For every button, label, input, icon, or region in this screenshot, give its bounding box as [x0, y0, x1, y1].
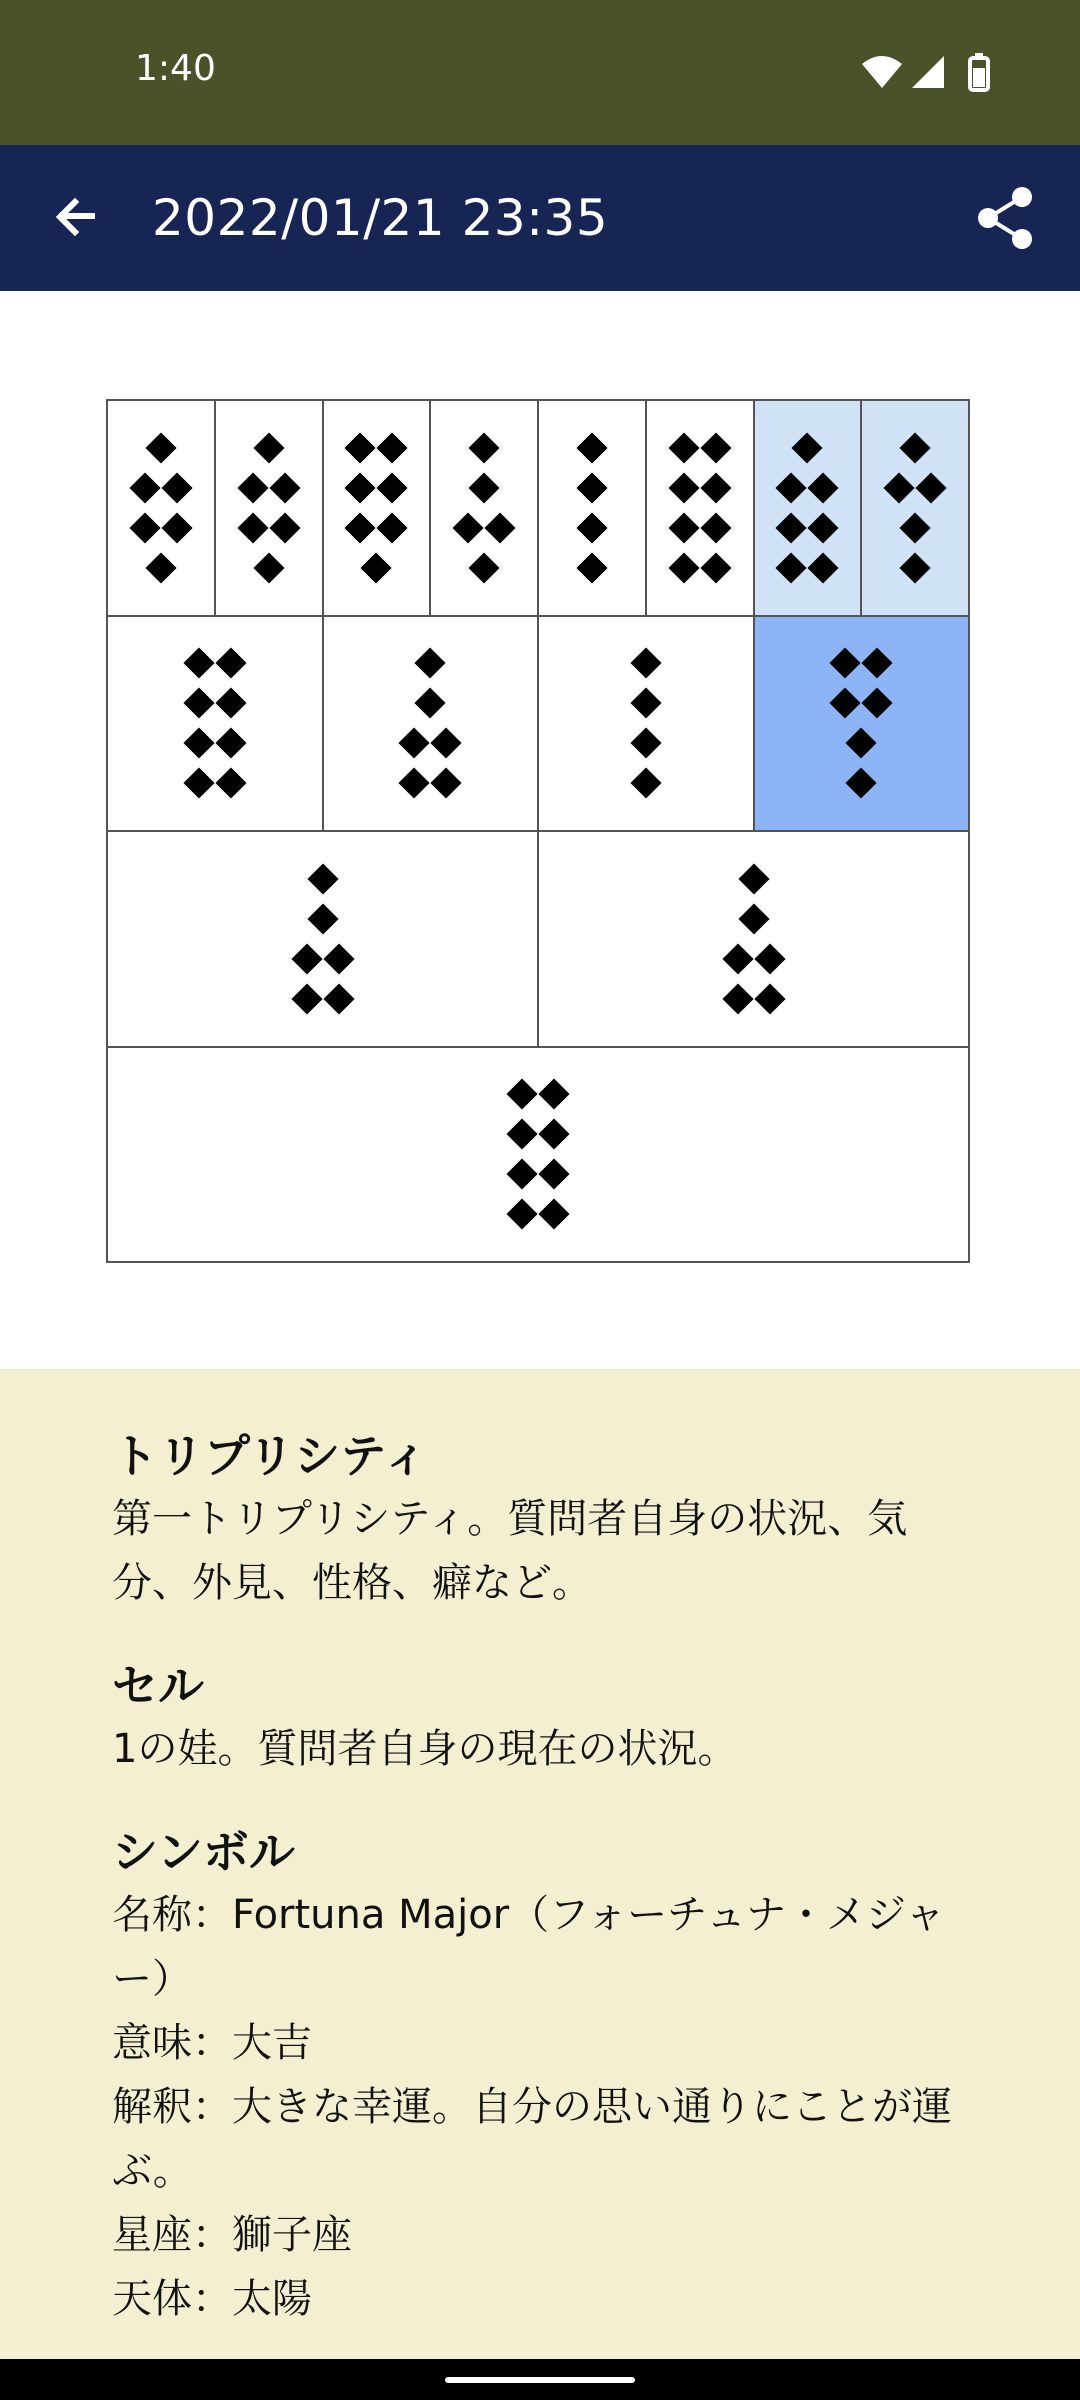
diamond-dot [668, 512, 699, 543]
diamond-dot [808, 472, 839, 503]
chart-cell[interactable] [322, 399, 432, 617]
geomancy-chart [106, 399, 968, 1261]
geomantic-figure [346, 428, 406, 588]
chart-cell[interactable] [753, 399, 863, 617]
figure-line [562, 508, 622, 548]
diamond-dot [792, 432, 823, 463]
diamond-dot [161, 512, 192, 543]
diamond-dot [469, 552, 500, 583]
chart-cell[interactable] [429, 399, 539, 617]
figure-line [400, 643, 460, 683]
chart-cell[interactable] [537, 615, 755, 833]
diamond-dot [377, 512, 408, 543]
share-icon [970, 183, 1040, 253]
figure-line [670, 428, 730, 468]
figure-line [508, 1194, 568, 1234]
figure-line [346, 468, 406, 508]
diamond-dot [145, 432, 176, 463]
home-handle[interactable] [445, 2377, 635, 2383]
cell-text: 1の娃。質問者自身の現在の状況。 [112, 1726, 738, 1772]
diamond-dot [506, 1119, 537, 1150]
figure-line [400, 723, 460, 763]
diamond-dot [323, 983, 354, 1014]
chart-cell[interactable] [860, 399, 970, 617]
info-panel [0, 1369, 1080, 2359]
diamond-dot [722, 943, 753, 974]
diamond-dot [269, 472, 300, 503]
diamond-dot [415, 688, 446, 719]
diamond-dot [291, 943, 322, 974]
figure-line [777, 508, 837, 548]
diamond-dot [846, 728, 877, 759]
diamond-dot [215, 688, 246, 719]
cell-heading: セル [112, 1659, 204, 1713]
geomantic-figure [670, 428, 730, 588]
diamond-dot [538, 1199, 569, 1230]
diamond-dot [145, 552, 176, 583]
figure-line [670, 508, 730, 548]
triplicity-text: 第一トリプリシティ。質問者自身の状況、気分、外見、性格、癖など。 [112, 1496, 908, 1606]
figure-line [885, 508, 945, 548]
status-icons [860, 52, 1010, 92]
symbol-name: 名称：Fortuna Major（フォーチュナ・メジャー） [112, 1892, 946, 2002]
chart-cell[interactable] [106, 615, 324, 833]
diamond-dot [506, 1159, 537, 1190]
figure-line [670, 548, 730, 588]
figure-line [239, 508, 299, 548]
figure-line [131, 548, 191, 588]
geomantic-figure [831, 643, 891, 803]
triplicity-section [112, 1425, 972, 1615]
figure-line [562, 468, 622, 508]
figure-line [131, 428, 191, 468]
figure-line [885, 428, 945, 468]
page-title: 2022/01/21 23:35 [152, 189, 609, 247]
diamond-dot [630, 648, 661, 679]
diamond-dot [485, 512, 516, 543]
figure-line [724, 899, 784, 939]
figure-line [562, 428, 622, 468]
diamond-dot [345, 512, 376, 543]
figure-line [346, 508, 406, 548]
diamond-dot [431, 728, 462, 759]
diamond-dot [754, 983, 785, 1014]
symbol-meaning: 意味：大吉 [112, 2020, 312, 2066]
diamond-dot [630, 768, 661, 799]
diamond-dot [776, 512, 807, 543]
figure-line [777, 428, 837, 468]
chart-cell[interactable] [753, 615, 971, 833]
diamond-dot [237, 512, 268, 543]
figure-line [131, 508, 191, 548]
chart-cell[interactable] [537, 830, 970, 1048]
diamond-dot [361, 552, 392, 583]
figure-line [293, 939, 353, 979]
diamond-dot [183, 768, 214, 799]
diamond-dot [506, 1199, 537, 1230]
figure-line [777, 548, 837, 588]
diamond-dot [830, 648, 861, 679]
diamond-dot [576, 512, 607, 543]
chart-cell[interactable] [106, 1046, 970, 1264]
figure-line [239, 548, 299, 588]
diamond-dot [700, 472, 731, 503]
geomantic-figure [724, 859, 784, 1019]
diamond-dot [415, 648, 446, 679]
diamond-dot [538, 1119, 569, 1150]
diamond-dot [183, 648, 214, 679]
chart-cell[interactable] [106, 830, 539, 1048]
figure-line [724, 859, 784, 899]
figure-line [724, 939, 784, 979]
share-button[interactable] [970, 183, 1040, 253]
diamond-dot [307, 903, 338, 934]
chart-cell[interactable] [537, 399, 647, 617]
symbol-celestial: 天体：太陽 [112, 2276, 312, 2322]
figure-line [400, 683, 460, 723]
diamond-dot [862, 648, 893, 679]
diamond-dot [900, 432, 931, 463]
diamond-dot [900, 552, 931, 583]
diamond-dot [215, 648, 246, 679]
diamond-dot [215, 768, 246, 799]
figure-line [454, 508, 514, 548]
figure-line [400, 763, 460, 803]
geomantic-figure [239, 428, 299, 588]
figure-line [724, 979, 784, 1019]
wifi-icon [862, 56, 902, 88]
chart-cell[interactable] [106, 399, 216, 617]
geomantic-figure [185, 643, 245, 803]
diamond-dot [738, 903, 769, 934]
status-bar [0, 0, 1080, 145]
chart-cell[interactable] [322, 615, 540, 833]
diamond-dot [576, 472, 607, 503]
figure-line [831, 723, 891, 763]
symbol-constellation: 星座：獅子座 [112, 2212, 352, 2258]
diamond-dot [399, 768, 430, 799]
figure-line [185, 763, 245, 803]
diamond-dot [506, 1079, 537, 1110]
figure-line [185, 723, 245, 763]
diamond-dot [183, 688, 214, 719]
diamond-dot [862, 688, 893, 719]
diamond-dot [431, 768, 462, 799]
figure-line [885, 468, 945, 508]
diamond-dot [738, 863, 769, 894]
diamond-dot [808, 512, 839, 543]
geomantic-figure [885, 428, 945, 588]
chart-cell[interactable] [214, 399, 324, 617]
diamond-dot [377, 472, 408, 503]
diamond-dot [377, 432, 408, 463]
figure-line [616, 723, 676, 763]
figure-line [239, 428, 299, 468]
diamond-dot [129, 472, 160, 503]
diamond-dot [776, 472, 807, 503]
figure-line [293, 979, 353, 1019]
diamond-dot [469, 432, 500, 463]
geomantic-figure [454, 428, 514, 588]
figure-line [239, 468, 299, 508]
diamond-dot [700, 432, 731, 463]
diamond-dot [630, 688, 661, 719]
figure-line [454, 468, 514, 508]
diamond-dot [161, 472, 192, 503]
diamond-dot [183, 728, 214, 759]
figure-line [616, 683, 676, 723]
figure-line [562, 548, 622, 588]
diamond-dot [668, 472, 699, 503]
figure-line [670, 468, 730, 508]
figure-line [346, 548, 406, 588]
figure-line [293, 859, 353, 899]
diamond-dot [453, 512, 484, 543]
diamond-dot [630, 728, 661, 759]
arrow-left-icon [42, 185, 108, 251]
diamond-dot [538, 1159, 569, 1190]
diamond-dot [345, 472, 376, 503]
symbol-interpretation: 解釈：大きな幸運。自分の思い通りにことが運ぶ。 [112, 2084, 952, 2194]
diamond-dot [237, 472, 268, 503]
diamond-dot [291, 983, 322, 1014]
diamond-dot [916, 472, 947, 503]
figure-line [885, 548, 945, 588]
diamond-dot [345, 432, 376, 463]
diamond-dot [576, 552, 607, 583]
chart-cell[interactable] [645, 399, 755, 617]
figure-line [454, 548, 514, 588]
figure-line [616, 643, 676, 683]
diamond-dot [253, 432, 284, 463]
figure-line [508, 1114, 568, 1154]
figure-line [831, 643, 891, 683]
battery-icon [970, 53, 988, 90]
diamond-dot [129, 512, 160, 543]
diamond-dot [253, 552, 284, 583]
diamond-dot [700, 552, 731, 583]
geomantic-figure [131, 428, 191, 588]
figure-line [616, 763, 676, 803]
figure-line [185, 643, 245, 683]
cell-section [112, 1655, 972, 1781]
figure-line [454, 428, 514, 468]
figure-line [508, 1154, 568, 1194]
symbol-section [112, 1821, 972, 2331]
diamond-dot [269, 512, 300, 543]
diamond-dot [469, 472, 500, 503]
geomancy-chart-area [0, 291, 1080, 1369]
navigation-bar [0, 2359, 1080, 2400]
diamond-dot [323, 943, 354, 974]
symbol-heading: シンボル [112, 1825, 295, 1879]
geomantic-figure [616, 643, 676, 803]
diamond-dot [776, 552, 807, 583]
figure-line [508, 1074, 568, 1114]
figure-line [185, 683, 245, 723]
geomantic-figure [400, 643, 460, 803]
diamond-dot [215, 728, 246, 759]
diamond-dot [399, 728, 430, 759]
diamond-dot [846, 768, 877, 799]
back-button[interactable] [42, 185, 108, 251]
diamond-dot [307, 863, 338, 894]
triplicity-heading: トリプリシティ [112, 1429, 429, 1483]
status-time: 1:40 [135, 48, 216, 89]
diamond-dot [722, 983, 753, 1014]
diamond-dot [668, 432, 699, 463]
diamond-dot [900, 512, 931, 543]
figure-line [831, 763, 891, 803]
signal-icon [912, 56, 944, 88]
figure-line [131, 468, 191, 508]
diamond-dot [754, 943, 785, 974]
geomantic-figure [777, 428, 837, 588]
geomantic-figure [508, 1074, 568, 1234]
figure-line [293, 899, 353, 939]
diamond-dot [830, 688, 861, 719]
diamond-dot [808, 552, 839, 583]
app-bar [0, 145, 1080, 291]
diamond-dot [538, 1079, 569, 1110]
geomantic-figure [562, 428, 622, 588]
diamond-dot [576, 432, 607, 463]
diamond-dot [668, 552, 699, 583]
figure-line [777, 468, 837, 508]
figure-line [831, 683, 891, 723]
diamond-dot [884, 472, 915, 503]
figure-line [346, 428, 406, 468]
geomantic-figure [293, 859, 353, 1019]
diamond-dot [700, 512, 731, 543]
